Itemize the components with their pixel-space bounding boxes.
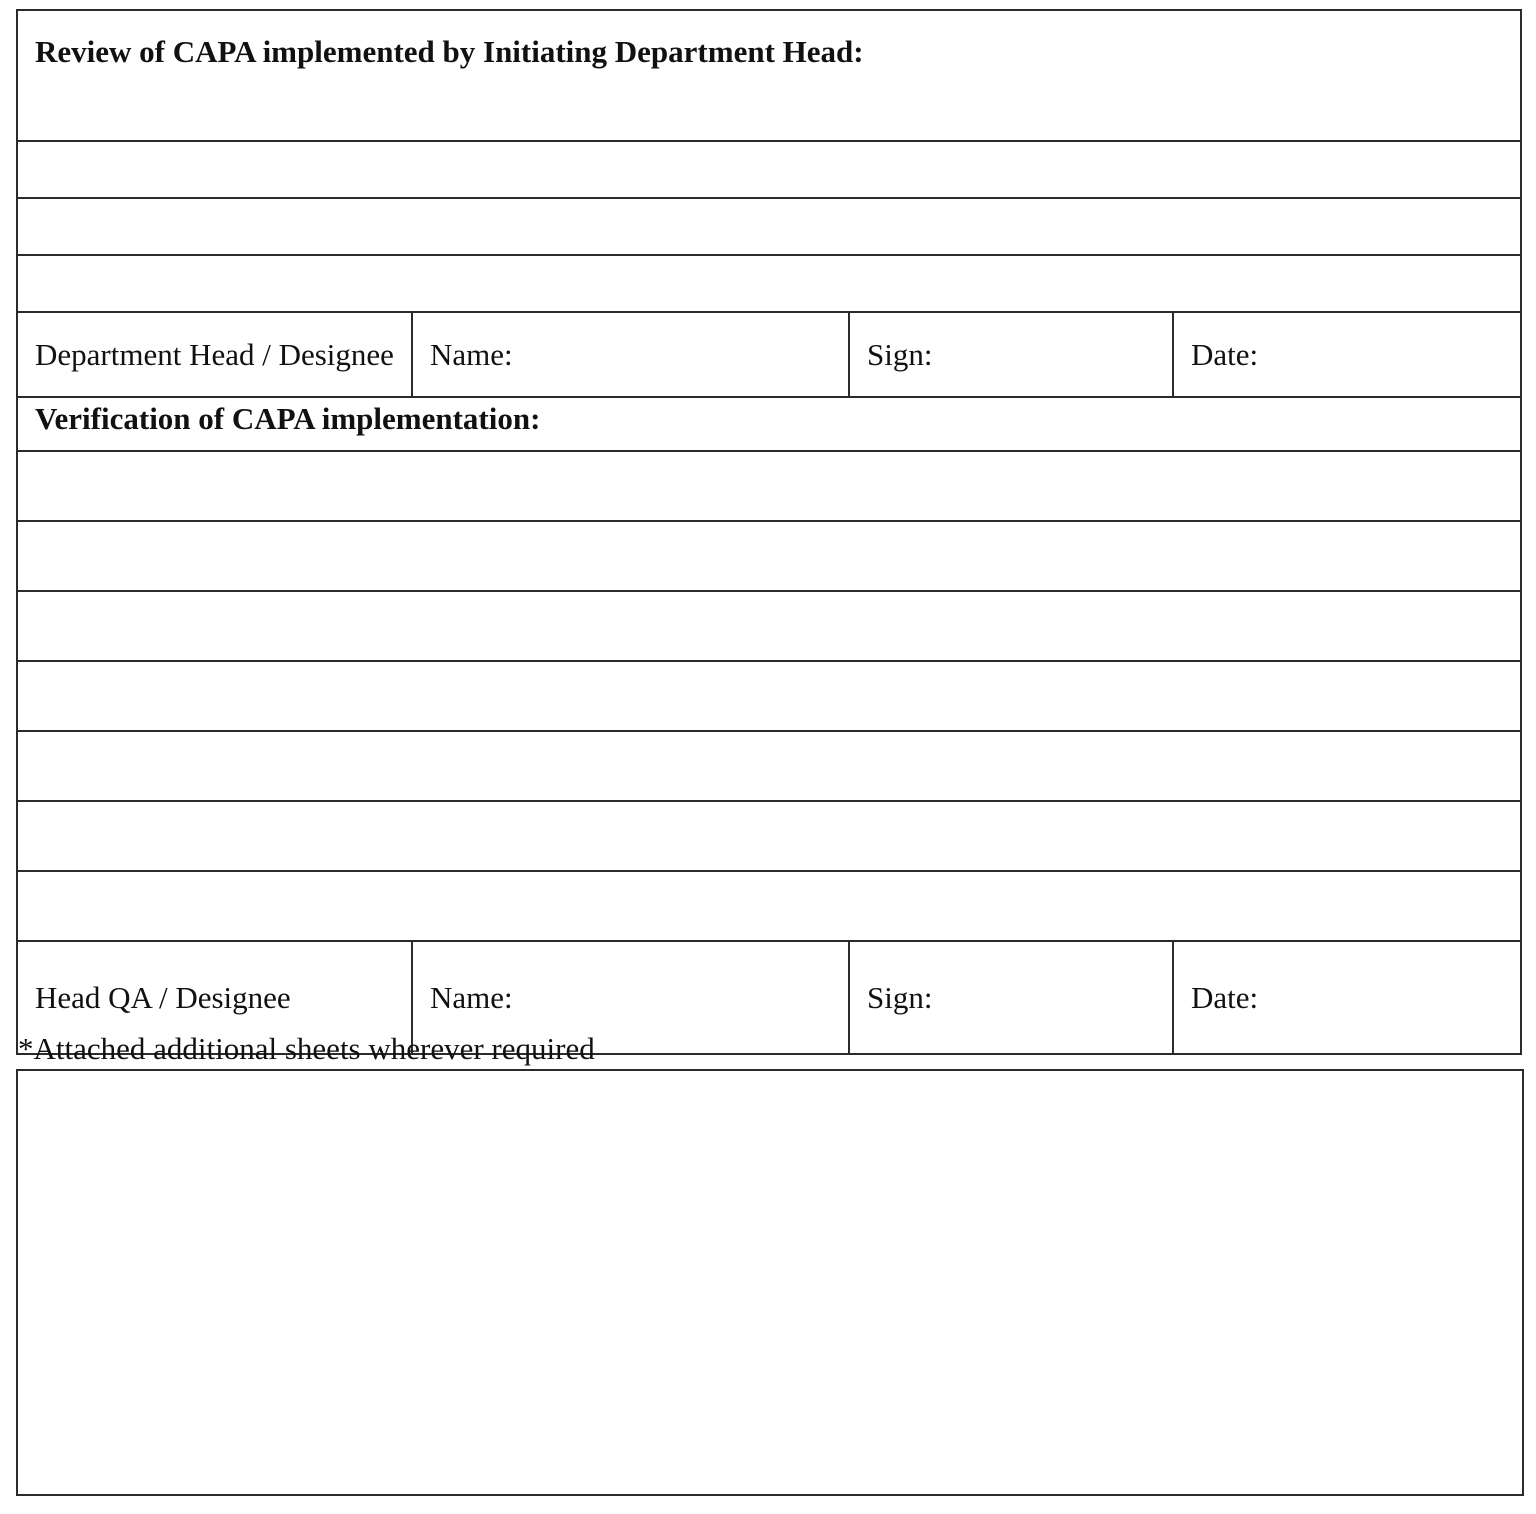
verification-entry-field[interactable] (17, 731, 1521, 801)
review-entry-field[interactable] (17, 198, 1521, 255)
verification-line-3 (17, 591, 1521, 661)
verification-signoff-sign-field[interactable]: Sign: (849, 941, 1173, 1054)
verification-line-1 (17, 451, 1521, 521)
attachment-note: *Attached additional sheets wherever required (18, 1031, 595, 1066)
verification-signoff-role: Head QA / Designee (17, 941, 412, 1054)
verification-line-7 (17, 871, 1521, 941)
verification-entry-field[interactable] (17, 871, 1521, 941)
verification-entry-field[interactable] (17, 801, 1521, 871)
verification-line-2 (17, 521, 1521, 591)
verification-entry-field[interactable] (17, 521, 1521, 591)
verification-signoff-name-field[interactable]: Name: (412, 941, 849, 1054)
verification-line-6 (17, 801, 1521, 871)
review-header-row (17, 10, 1521, 141)
verification-entry-field[interactable] (17, 591, 1521, 661)
verification-header-row (17, 397, 1521, 451)
additional-sheets-box[interactable] (16, 1069, 1524, 1496)
verification-entry-field[interactable] (17, 451, 1521, 521)
review-line-2 (17, 198, 1521, 255)
review-signoff-row (17, 312, 1521, 397)
capa-review-form (16, 9, 1522, 1055)
review-signoff-date-field[interactable]: Date: (1173, 312, 1521, 397)
verification-signoff-date-field[interactable]: Date: (1173, 941, 1521, 1054)
review-entry-field[interactable] (17, 141, 1521, 198)
review-line-3 (17, 255, 1521, 312)
verification-section-title: Verification of CAPA implementation: (17, 397, 1521, 451)
verification-line-5 (17, 731, 1521, 801)
review-signoff-role: Department Head / Designee (17, 312, 412, 397)
review-section-title: Review of CAPA implemented by Initiating Department Head: (17, 10, 1521, 141)
review-line-1 (17, 141, 1521, 198)
review-signoff-name-field[interactable]: Name: (412, 312, 849, 397)
review-entry-field[interactable] (17, 255, 1521, 312)
verification-line-4 (17, 661, 1521, 731)
review-signoff-sign-field[interactable]: Sign: (849, 312, 1173, 397)
verification-entry-field[interactable] (17, 661, 1521, 731)
